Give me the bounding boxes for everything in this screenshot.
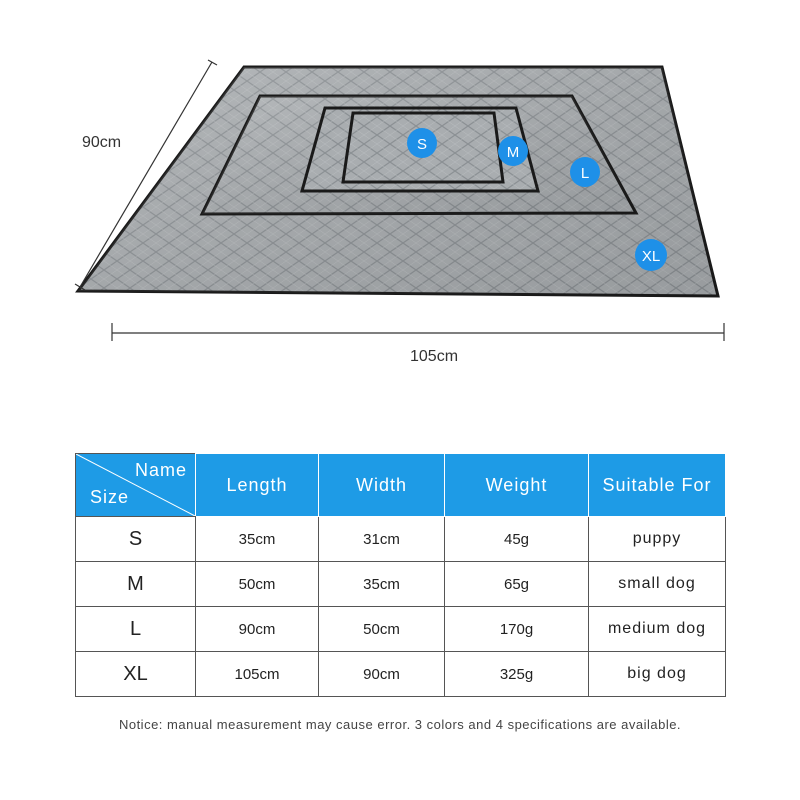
- suitable-for-cell: medium dog: [589, 607, 726, 652]
- table-row: [76, 517, 726, 562]
- weight-cell: 170g: [445, 607, 589, 652]
- header-width: Width: [319, 454, 445, 517]
- suitable-for-cell: big dog: [589, 652, 726, 697]
- table-row: [76, 562, 726, 607]
- weight-cell: 45g: [445, 517, 589, 562]
- suitable-for-cell: small dog: [589, 562, 726, 607]
- weight-cell: 325g: [445, 652, 589, 697]
- length-cell: 105cm: [196, 652, 319, 697]
- size-cell: L: [76, 607, 196, 652]
- svg-text:S: S: [416, 136, 428, 153]
- width-dimension-label: 105cm: [410, 348, 459, 365]
- size-cell: M: [76, 562, 196, 607]
- badge-l: [570, 157, 600, 187]
- notice-text: Notice: manual measurement may cause error. 3 colors and 4 specifications are available.: [118, 717, 682, 732]
- height-dimension-label: 90cm: [82, 134, 122, 151]
- header-length: Length: [196, 454, 319, 517]
- width-dimension-line: [112, 323, 724, 341]
- weight-cell: 65g: [445, 562, 589, 607]
- width-cell: 50cm: [319, 607, 445, 652]
- svg-text:L: L: [580, 165, 590, 182]
- badge-m: [498, 136, 528, 166]
- size-cell: S: [76, 517, 196, 562]
- header-weight: Weight: [445, 454, 589, 517]
- svg-text:XL: XL: [641, 248, 661, 265]
- table-header-row: [76, 454, 726, 517]
- corner-name-label: Name: [134, 460, 187, 480]
- width-cell: 35cm: [319, 562, 445, 607]
- table-row: [76, 607, 726, 652]
- svg-text:M: M: [506, 144, 520, 161]
- length-cell: 50cm: [196, 562, 319, 607]
- width-cell: 31cm: [319, 517, 445, 562]
- size-chart-table: [75, 453, 726, 697]
- badge-s: [407, 128, 437, 158]
- length-cell: 90cm: [196, 607, 319, 652]
- corner-size-label: Size: [90, 487, 130, 507]
- size-cell: XL: [76, 652, 196, 697]
- suitable-for-cell: puppy: [589, 517, 726, 562]
- badge-xl: [635, 239, 667, 271]
- header-suitable-for: Suitable For: [589, 454, 726, 517]
- table-corner-header: [76, 454, 196, 517]
- width-cell: 90cm: [319, 652, 445, 697]
- length-cell: 35cm: [196, 517, 319, 562]
- table-row: [76, 652, 726, 697]
